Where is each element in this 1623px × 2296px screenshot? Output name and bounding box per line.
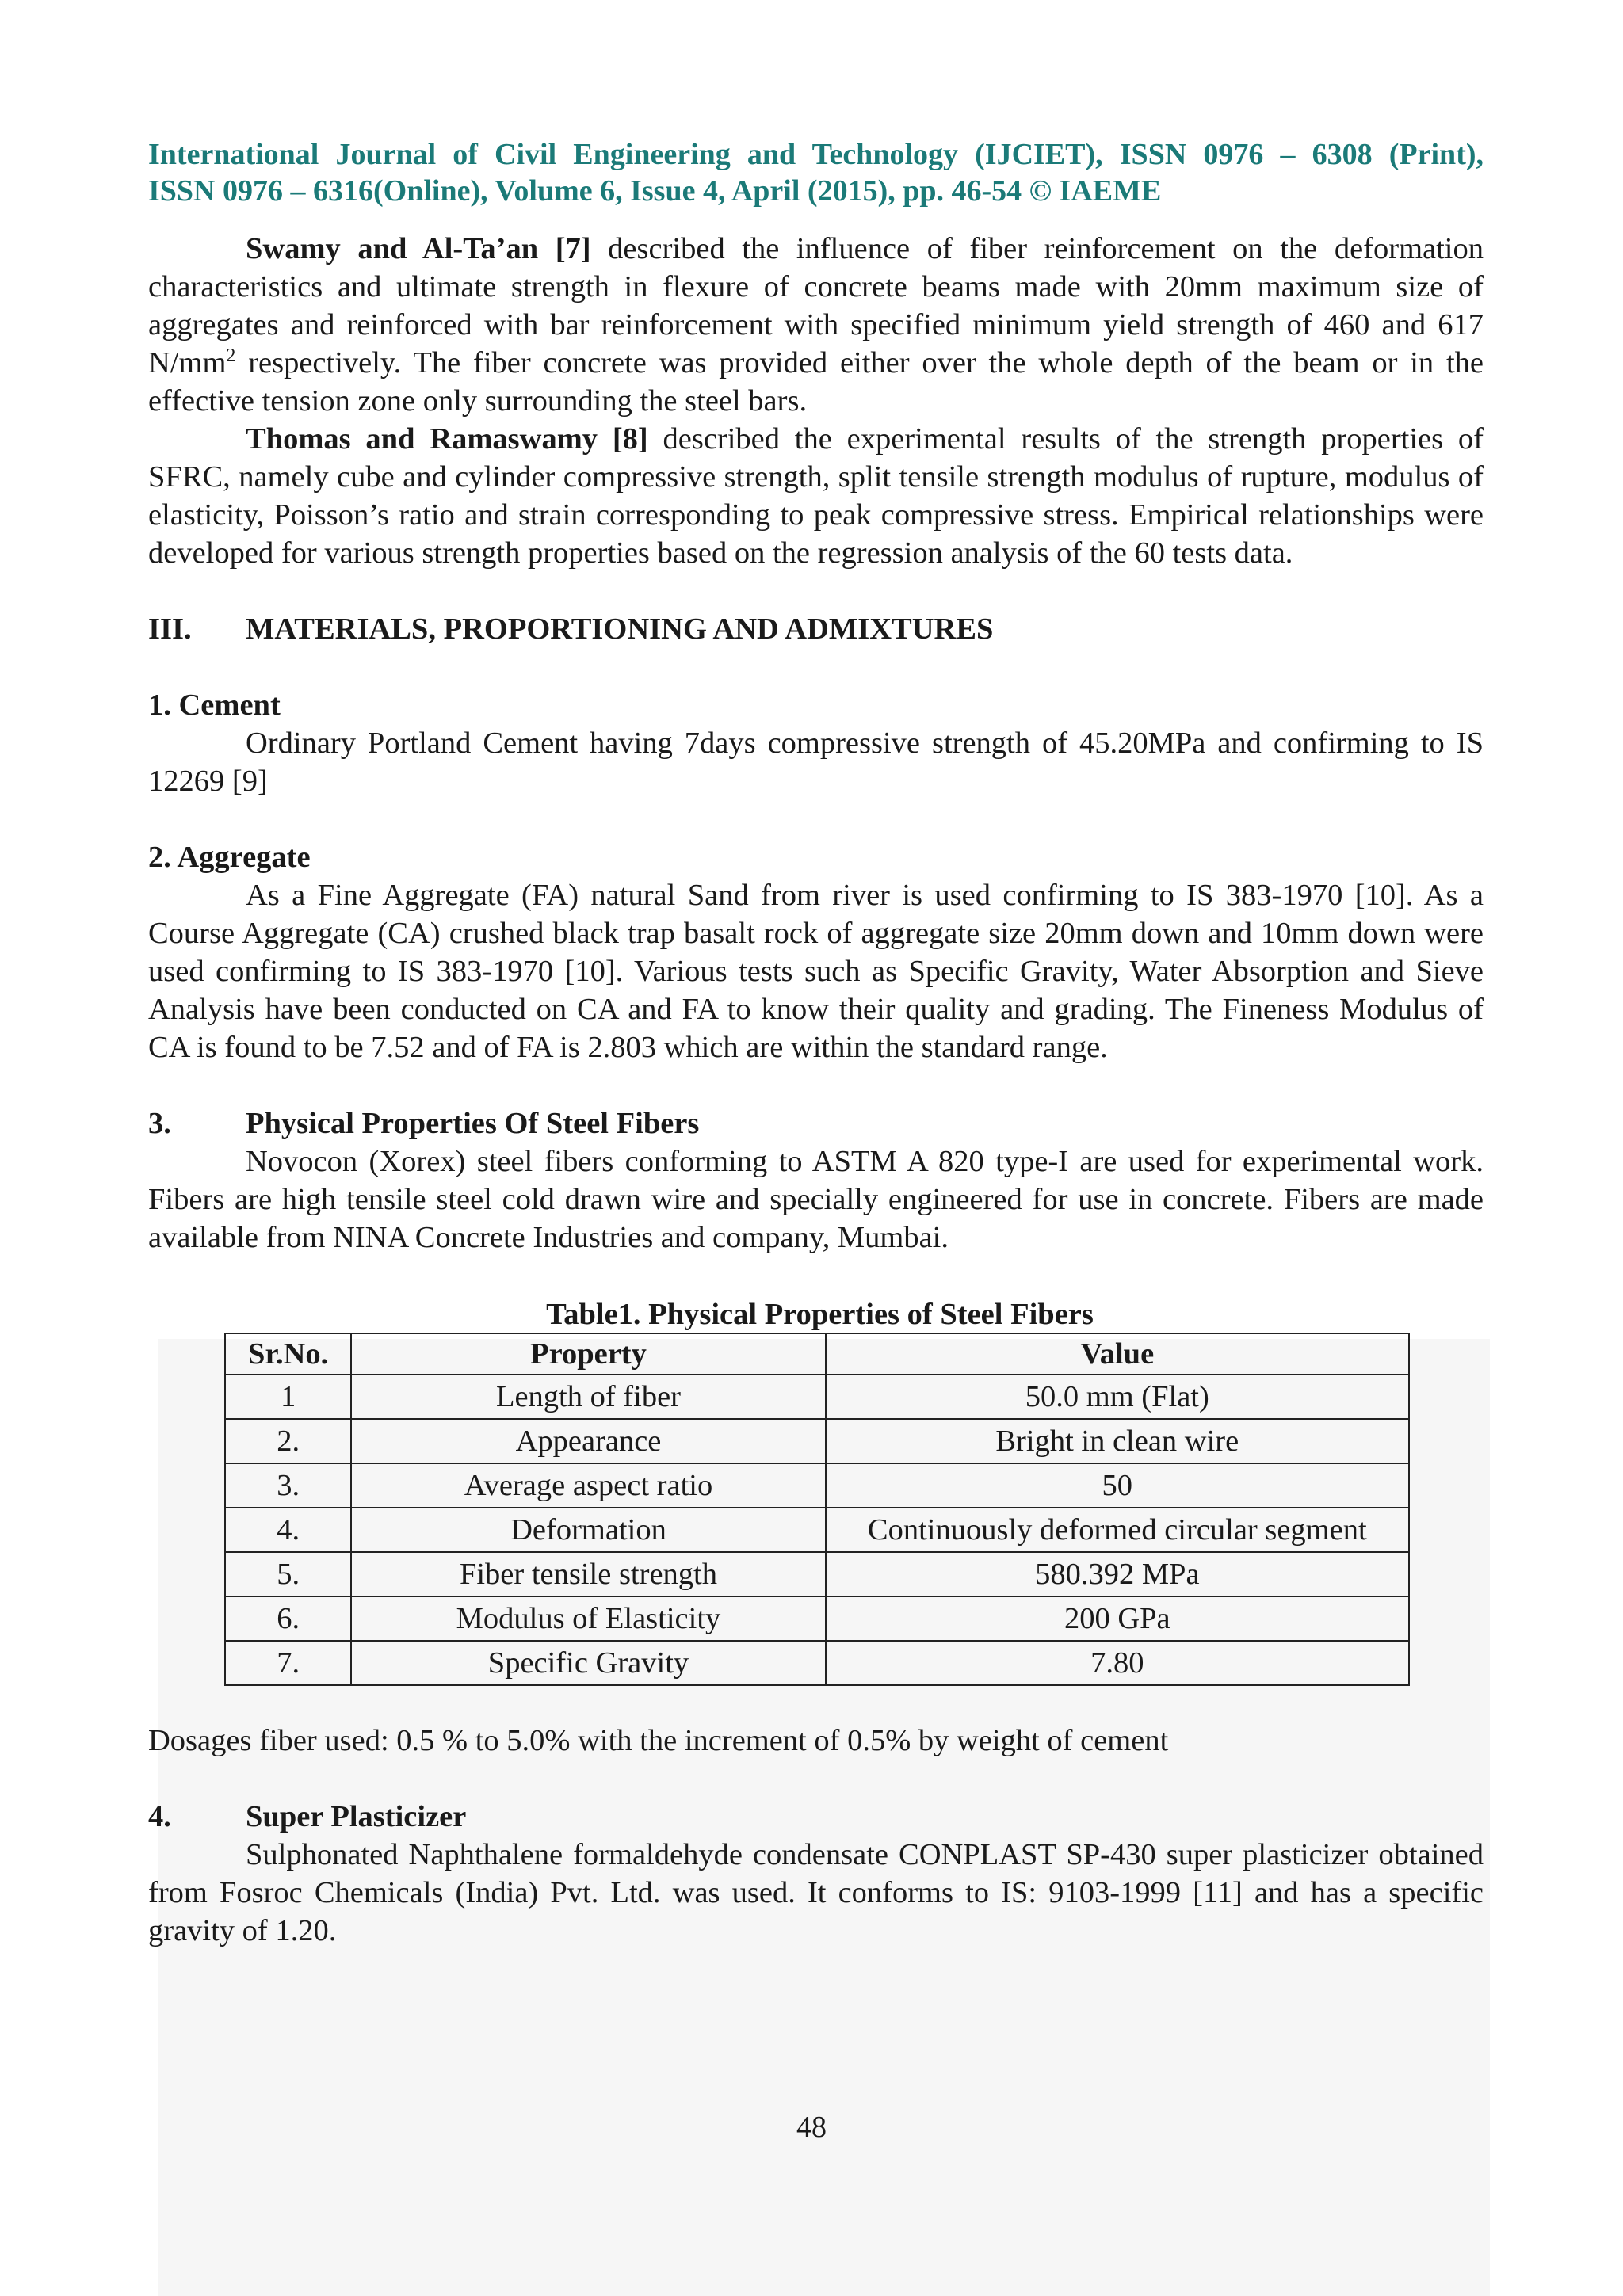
content (148, 136, 1484, 1950)
table-cell-value: Continuously deformed circular segment (826, 1508, 1409, 1552)
subheading-fibers (148, 1104, 1484, 1142)
fiber-properties-table (224, 1333, 1410, 1686)
page-number: 48 (796, 2111, 827, 2144)
journal-header-line-2: ISSN 0976 – 6316(Online), Volume 6, Issue 4, April (2015), pp. 46-54 © IAEME (148, 174, 1162, 208)
table-cell-property: Deformation (351, 1508, 825, 1552)
table-cell-property: Modulus of Elasticity (351, 1596, 825, 1641)
journal-header-line-1: International Journal of Civil Engineering and Technology (IJCIET), ISSN 0976 – 6308 (Print), (148, 138, 1484, 171)
table-row (225, 1552, 1409, 1596)
table-row (225, 1463, 1409, 1508)
table-row (225, 1596, 1409, 1641)
table-cell-property: Specific Gravity (351, 1641, 825, 1685)
table-cell-value: 50 (826, 1463, 1409, 1508)
journal-header (148, 136, 1484, 209)
paragraph-swamy-text-b: respectively. The fiber concrete was provided either over the whole depth of the beam or in the effective tension zone only surrounding the steel bars. (148, 346, 1484, 418)
paragraph-cement: Ordinary Portland Cement having 7days compressive strength of 45.20MPa and confirming to IS 12269 [9] (148, 727, 1484, 798)
table-cell-srno: 7. (225, 1641, 351, 1685)
table-cell-property: Appearance (351, 1419, 825, 1463)
table-header-row (225, 1333, 1409, 1375)
table-cell-srno: 5. (225, 1552, 351, 1596)
paragraph-dosage: Dosages fiber used: 0.5 % to 5.0% with the increment of 0.5% by weight of cement (148, 1724, 1169, 1757)
subheading-plasticizer (148, 1798, 1484, 1836)
superscript-2: 2 (226, 345, 236, 367)
subheading-cement: 1. Cement (148, 688, 281, 722)
table-cell-value: 580.392 MPa (826, 1552, 1409, 1596)
table-row (225, 1419, 1409, 1463)
paragraph-thomas (148, 420, 1484, 572)
paragraph-thomas-text: described the experimental results of the strength properties of SFRC, namely cube and cylinder compressive strength, split tensile strength modulus of rupture, modulus of elasticity, Poisson’s ratio and strain corresponding to peak compressive stress. Empirical relationships were developed for various strength properties based on the regression analysis of the 60 tests data. (148, 422, 1484, 570)
section-number: III. (148, 612, 192, 646)
paragraph-fibers: Novocon (Xorex) steel fibers conforming to ASTM A 820 type-I are used for experimental work. Fibers are high tensile steel cold drawn wire and specially engineered for use in concrete. Fibers are made available from NINA Concrete Industries and company, Mumbai. (148, 1145, 1484, 1254)
paragraph-plasticizer: Sulphonated Naphthalene formaldehyde condensate CONPLAST SP-430 super plasticizer obtained from Fosroc Chemicals (India) Pvt. Ltd. was used. It conforms to IS: 9103-1999 [11] and has a specific gravity of 1.20. (148, 1838, 1484, 1947)
subheading-aggregate: 2. Aggregate (148, 841, 311, 874)
table-header-srno: Sr.No. (225, 1333, 351, 1375)
ref-swamy: Swamy and Al-Ta’an [7] (246, 232, 591, 265)
table-cell-value: 200 GPa (826, 1596, 1409, 1641)
table-cell-property: Fiber tensile strength (351, 1552, 825, 1596)
paragraph-swamy-text-a: described the influence of fiber reinforcement on the deformation characteristics and ultimate strength in flexure of concrete beams made with 20mm maximum size of aggregates and reinforced with bar reinforcement with specified minimum yield strength of 460 and 617 N/mm (148, 232, 1484, 379)
paragraph-swamy (148, 230, 1484, 420)
table-row (225, 1641, 1409, 1685)
table-cell-srno: 1 (225, 1375, 351, 1419)
table-cell-srno: 3. (225, 1463, 351, 1508)
subheading-plasticizer-number: 4. (148, 1800, 171, 1833)
section-title: MATERIALS, PROPORTIONING AND ADMIXTURES (246, 612, 994, 646)
table-cell-srno: 2. (225, 1419, 351, 1463)
table-cell-property: Length of fiber (351, 1375, 825, 1419)
table-row (225, 1375, 1409, 1419)
table-cell-property: Average aspect ratio (351, 1463, 825, 1508)
subheading-plasticizer-title: Super Plasticizer (246, 1800, 467, 1833)
table-cell-value: 7.80 (826, 1641, 1409, 1685)
section-heading-materials (148, 610, 1484, 648)
table-row (225, 1508, 1409, 1552)
table-cell-value: Bright in clean wire (826, 1419, 1409, 1463)
subheading-fibers-number: 3. (148, 1107, 171, 1140)
table-header-property: Property (351, 1333, 825, 1375)
table-cell-srno: 6. (225, 1596, 351, 1641)
table-caption: Table1. Physical Properties of Steel Fibers (546, 1298, 1094, 1331)
table-header-value: Value (826, 1333, 1409, 1375)
table-cell-srno: 4. (225, 1508, 351, 1552)
paragraph-aggregate: As a Fine Aggregate (FA) natural Sand from river is used confirming to IS 383-1970 [10]. As a Course Aggregate (CA) crushed black trap basalt rock of aggregate size 20mm down and 10mm down were used confirming to IS 383-1970 [10]. Various tests such as Specific Gravity, Water Absorption and Sieve Analysis have been conducted on CA and FA to know their quality and grading. The Fineness Modulus of CA is found to be 7.52 and of FA is 2.803 which are within the standard range. (148, 879, 1484, 1064)
table-cell-value: 50.0 mm (Flat) (826, 1375, 1409, 1419)
ref-thomas: Thomas and Ramaswamy [8] (246, 422, 648, 456)
subheading-fibers-title: Physical Properties Of Steel Fibers (246, 1107, 700, 1140)
